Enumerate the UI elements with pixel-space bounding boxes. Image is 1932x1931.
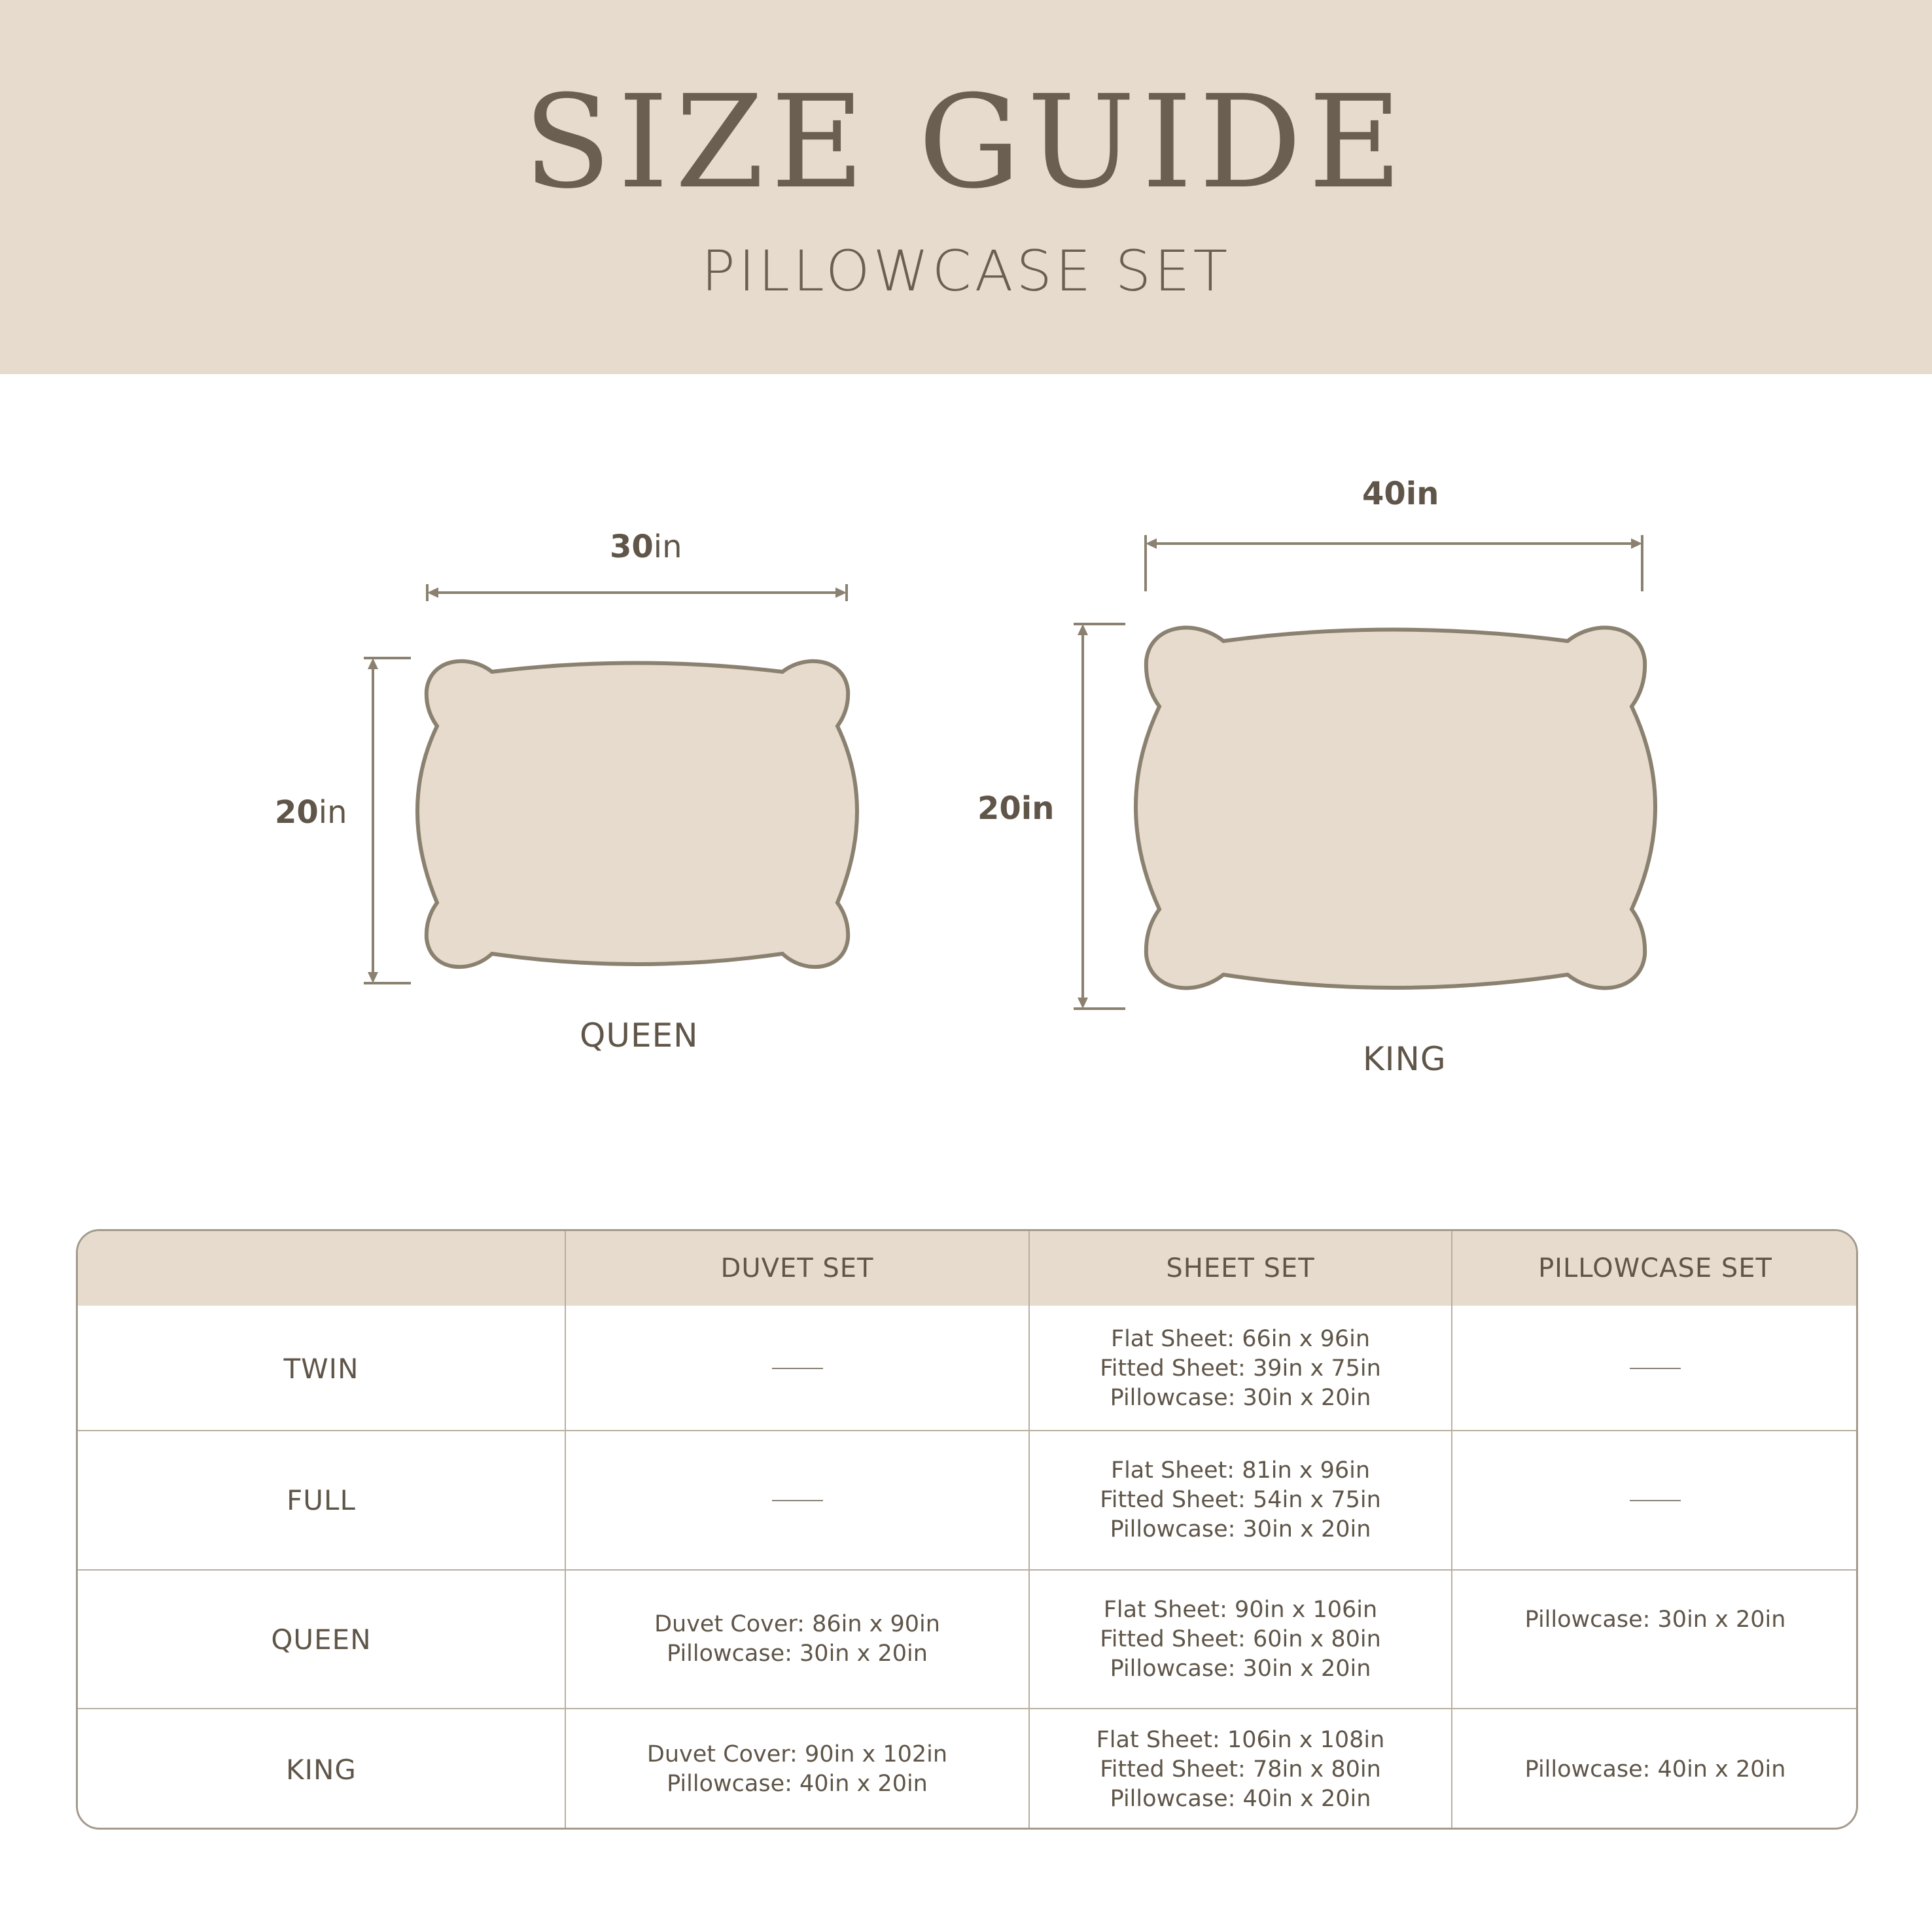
cell-queen-sheet: Flat Sheet: 90in x 106in Fitted Sheet: 60in x 80in Pillowcase: 30in x 20in — [1100, 1596, 1381, 1682]
cell-king-duvet: Duvet Cover: 90in x 102in Pillowcase: 40in x 20in — [646, 1741, 948, 1797]
queen-size-label: QUEEN — [580, 1017, 699, 1054]
queen-pillow-shape — [417, 661, 857, 967]
row-label-queen: QUEEN — [271, 1623, 372, 1656]
empty-dash — [1630, 1500, 1681, 1501]
cell-twin-pillowcase — [1452, 1307, 1858, 1430]
header-pillowcase-set: PILLOWCASE SET — [1538, 1253, 1772, 1283]
king-pillow-shape — [1136, 628, 1655, 988]
size-table — [76, 1229, 1858, 1830]
empty-dash — [772, 1368, 823, 1369]
cell-full-sheet: Flat Sheet: 81in x 96in Fitted Sheet: 54in x 75in Pillowcase: 30in x 20in — [1100, 1457, 1381, 1542]
empty-dash — [1630, 1368, 1681, 1369]
empty-dash — [772, 1500, 823, 1501]
queen-height-arrow — [364, 658, 411, 983]
row-label-king: KING — [286, 1753, 357, 1786]
cell-king-sheet: Flat Sheet: 106in x 108in Fitted Sheet: 78in x 80in Pillowcase: 40in x 20in — [1096, 1726, 1385, 1812]
header-cell-empty — [78, 1231, 565, 1306]
page-title: SIZE GUIDE — [523, 68, 1409, 217]
row-label-twin: TWIN — [283, 1352, 359, 1385]
cell-twin-sheet: Flat Sheet: 66in x 96in Fitted Sheet: 39in x 75in Pillowcase: 30in x 20in — [1100, 1325, 1381, 1411]
cell-king-pillowcase: Pillowcase: 40in x 20in — [1524, 1756, 1786, 1783]
king-size-label: KING — [1363, 1040, 1447, 1078]
cell-full-duvet — [566, 1431, 1028, 1569]
king-height-label: 20in — [977, 790, 1055, 827]
queen-width-arrow — [427, 584, 847, 601]
header-sheet-set: SHEET SET — [1166, 1253, 1315, 1283]
row-label-full: FULL — [287, 1484, 356, 1516]
king-width-arrow — [1146, 535, 1642, 591]
header-banner — [0, 0, 1932, 374]
cell-queen-pillowcase: Pillowcase: 30in x 20in — [1524, 1606, 1786, 1633]
queen-height-label: 20in — [275, 794, 347, 831]
cell-full-pillowcase — [1452, 1431, 1858, 1569]
cell-twin-duvet — [566, 1307, 1028, 1430]
queen-width-label: 30in — [610, 529, 682, 565]
king-height-arrow — [1074, 624, 1125, 1009]
page-subtitle: PILLOWCASE SET — [701, 239, 1231, 304]
cell-queen-duvet: Duvet Cover: 86in x 90in Pillowcase: 30in x 20in — [654, 1611, 940, 1667]
king-width-label: 40in — [1362, 476, 1439, 512]
header-duvet-set: DUVET SET — [720, 1253, 874, 1283]
pillow-size-diagram — [0, 374, 1932, 1159]
